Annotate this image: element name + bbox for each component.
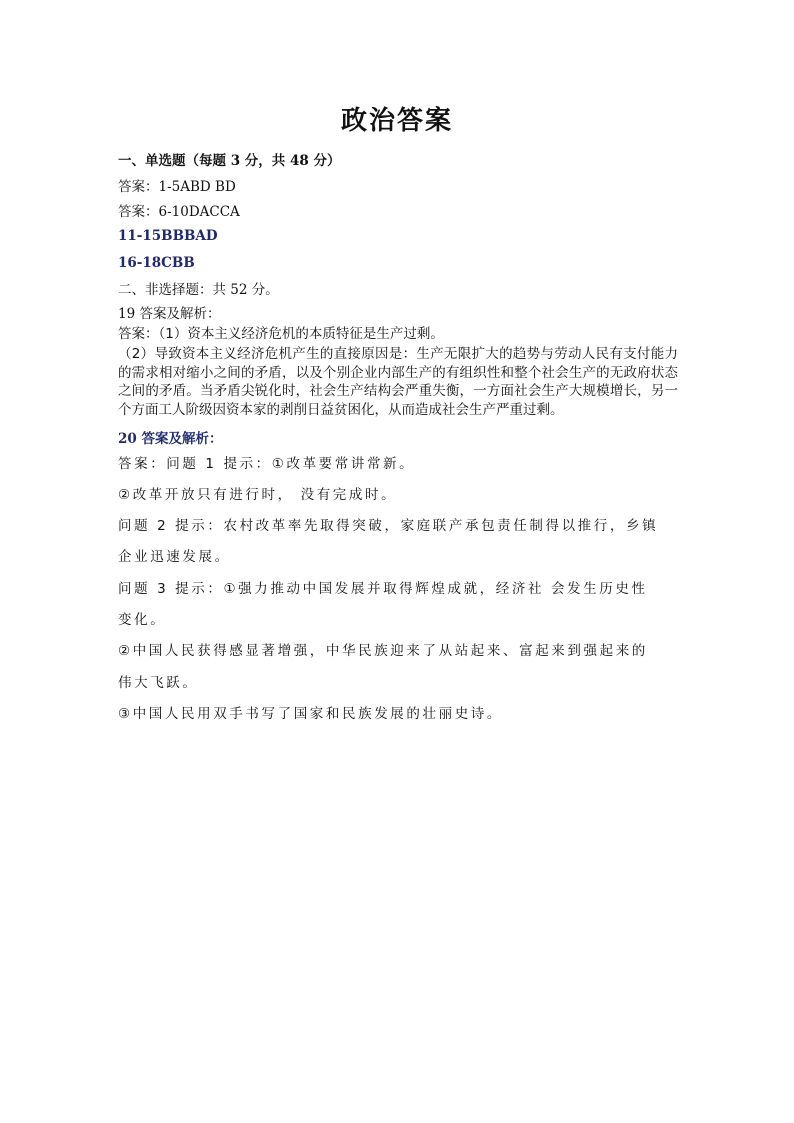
q20-line: 企业迅速发展。 — [118, 549, 231, 565]
answer-6-10: 答案：6-10DACCA — [118, 204, 240, 220]
q19-answer-paragraph: （2）导致资本主义经济危机产生的直接原因是：生产无限扩大的趋势与劳动人民有支付能力的需求相对缩小之间的矛盾，以及个别企业内部生产的有组织性和整个社会生产的无政府状态之间的矛盾。当矛盾尖锐化时，社会生产结构会严重失衡，一方面社会生产大规模增长，另一个方面工人阶级因资本家的剥削日益贫困化，从而造成社会生产严重过剩。 — [118, 346, 678, 418]
q20-line: 问题 3 提示：①强力推动中国发展并取得辉煌成就，经济社 会发生历史性 — [118, 581, 648, 597]
q20-line: 答案：问题 1 提示：①改革要常讲常新。 — [118, 456, 416, 472]
section2-heading: 二、非选择题：共 52 分。 — [118, 282, 279, 298]
q20-line: ③中国人民用双手书写了国家和民族发展的壮丽史诗。 — [118, 706, 504, 722]
answer-16-18: 16-18CBB — [118, 255, 195, 271]
q20-line: ②改革开放只有进行时， 没有完成时。 — [118, 487, 398, 503]
q20-line: 问题 2 提示：农村改革率先取得突破，家庭联产承包责任制得以推行，乡镇 — [118, 518, 659, 534]
q20-line: ②中国人民获得感显著增强，中华民族迎来了从站起来、富起来到强起来的 — [118, 643, 648, 659]
page-title: 政治答案 — [340, 106, 453, 136]
answer-1-5: 答案：1-5ABD BD — [118, 179, 236, 195]
q20-line: 变化。 — [118, 612, 167, 628]
section1-heading: 一、单选题（每题 3 分，共 48 分） — [118, 153, 341, 169]
answer-11-15: 11-15BBBAD — [118, 228, 218, 244]
q20-line: 伟大飞跃。 — [118, 675, 199, 691]
q19-answer-line1: 答案：（1）资本主义经济危机的本质特征是生产过剩。 — [118, 326, 444, 342]
q20-label: 20 答案及解析： — [118, 431, 223, 447]
q19-label: 19 答案及解析： — [118, 306, 221, 322]
